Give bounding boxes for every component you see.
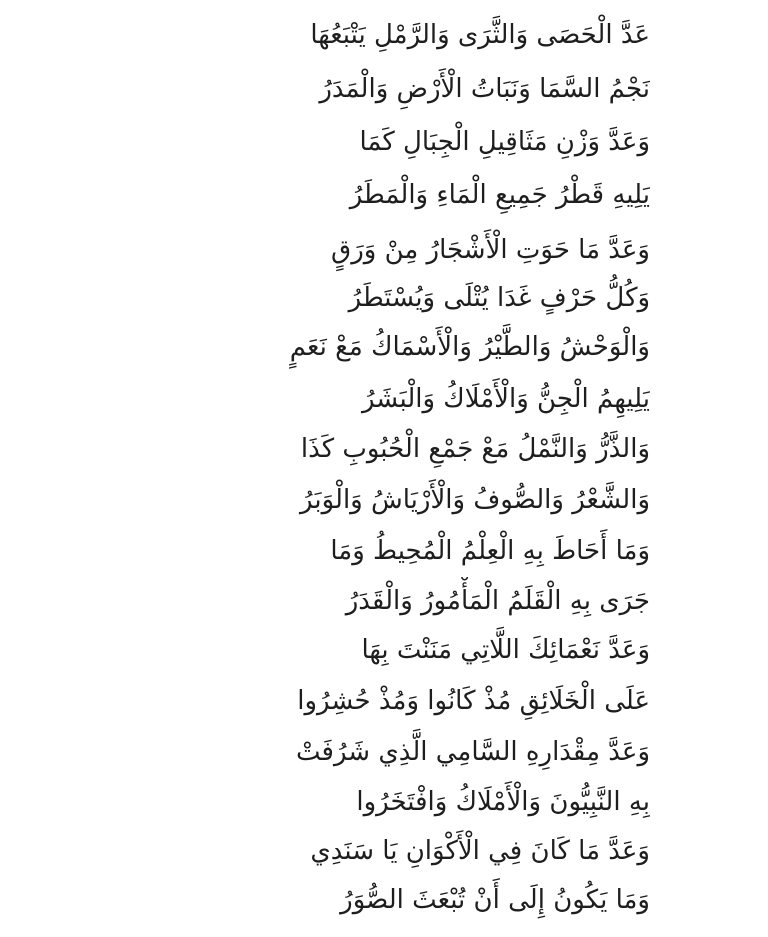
verse-line: جَرَى بِهِ الْقَلَمُ الْمَأْمُورُ وَالْقَدَرُ xyxy=(345,586,650,616)
verse-line: نَجْمُ السَّمَا وَنَبَاتُ الْأَرْضِ وَالْمَدَرُ xyxy=(319,74,650,104)
verse-line: وَمَا أَحَاطَ بِهِ الْعِلْمُ الْمُحِيطُ وَمَا xyxy=(330,536,650,566)
verse-line: وَعَدَّ مَا حَوَتِ الْأَشْجَارُ مِنْ وَرَقٍ xyxy=(331,235,650,265)
verse-line: وَالذَّرُّ وَالنَّمْلُ مَعْ جَمْعِ الْحُبُوبِ كَذَا xyxy=(300,434,650,464)
verse-line: وَالْوَحْشُ وَالطَّيْرُ وَالْأَسْمَاكُ مَعْ نَعَمٍ xyxy=(289,332,650,362)
verse-line: وَالشَّعْرُ وَالصُّوفُ وَالْأَرْيَاشُ وَالْوَبَرُ xyxy=(300,485,650,515)
verse-line: وَمَا يَكُونُ إِلَى أَنْ تُبْعَثَ الصُّوَرُ xyxy=(340,885,650,915)
verse-line: وَكُلُّ حَرْفٍ غَدَا يُتْلَى وَيُسْتَطَرُ xyxy=(348,283,650,313)
verse-line: يَلِيهِ قَطْرُ جَمِيعِ الْمَاءِ وَالْمَطَرُ xyxy=(349,180,650,210)
verse-line: وَعَدَّ مَا كَانَ فِي الْأَكْوَانِ يَا سَنَدِي xyxy=(310,836,650,866)
verse-line: عَلَى الْخَلَائِقِ مُذْ كَانُوا وَمُذْ حُشِرُوا xyxy=(297,686,650,716)
verse-line: بِهِ النَّبِيُّونَ وَالْأَمْلَاكُ وَافْتَخَرُوا xyxy=(356,787,650,817)
verse-line: عَدَّ الْحَصَى وَالثَّرَى وَالرَّمْلِ يَتْبَعُهَا xyxy=(310,20,650,50)
verse-line: يَلِيهِمُ الْجِنُّ وَالْأَمْلَاكُ وَالْبَشَرُ xyxy=(361,384,650,414)
verse-line: وَعَدَّ نَعْمَائِكَ اللَّاتِي مَنَنْتَ بِهَا xyxy=(361,635,650,665)
verse-line: وَعَدَّ وَزْنِ مَثَاقِيلِ الْجِبَالِ كَمَا xyxy=(359,127,650,157)
verse-line: وَعَدَّ مِقْدَارِهِ السَّامِي الَّذِي شَرُفَتْ xyxy=(296,737,650,767)
